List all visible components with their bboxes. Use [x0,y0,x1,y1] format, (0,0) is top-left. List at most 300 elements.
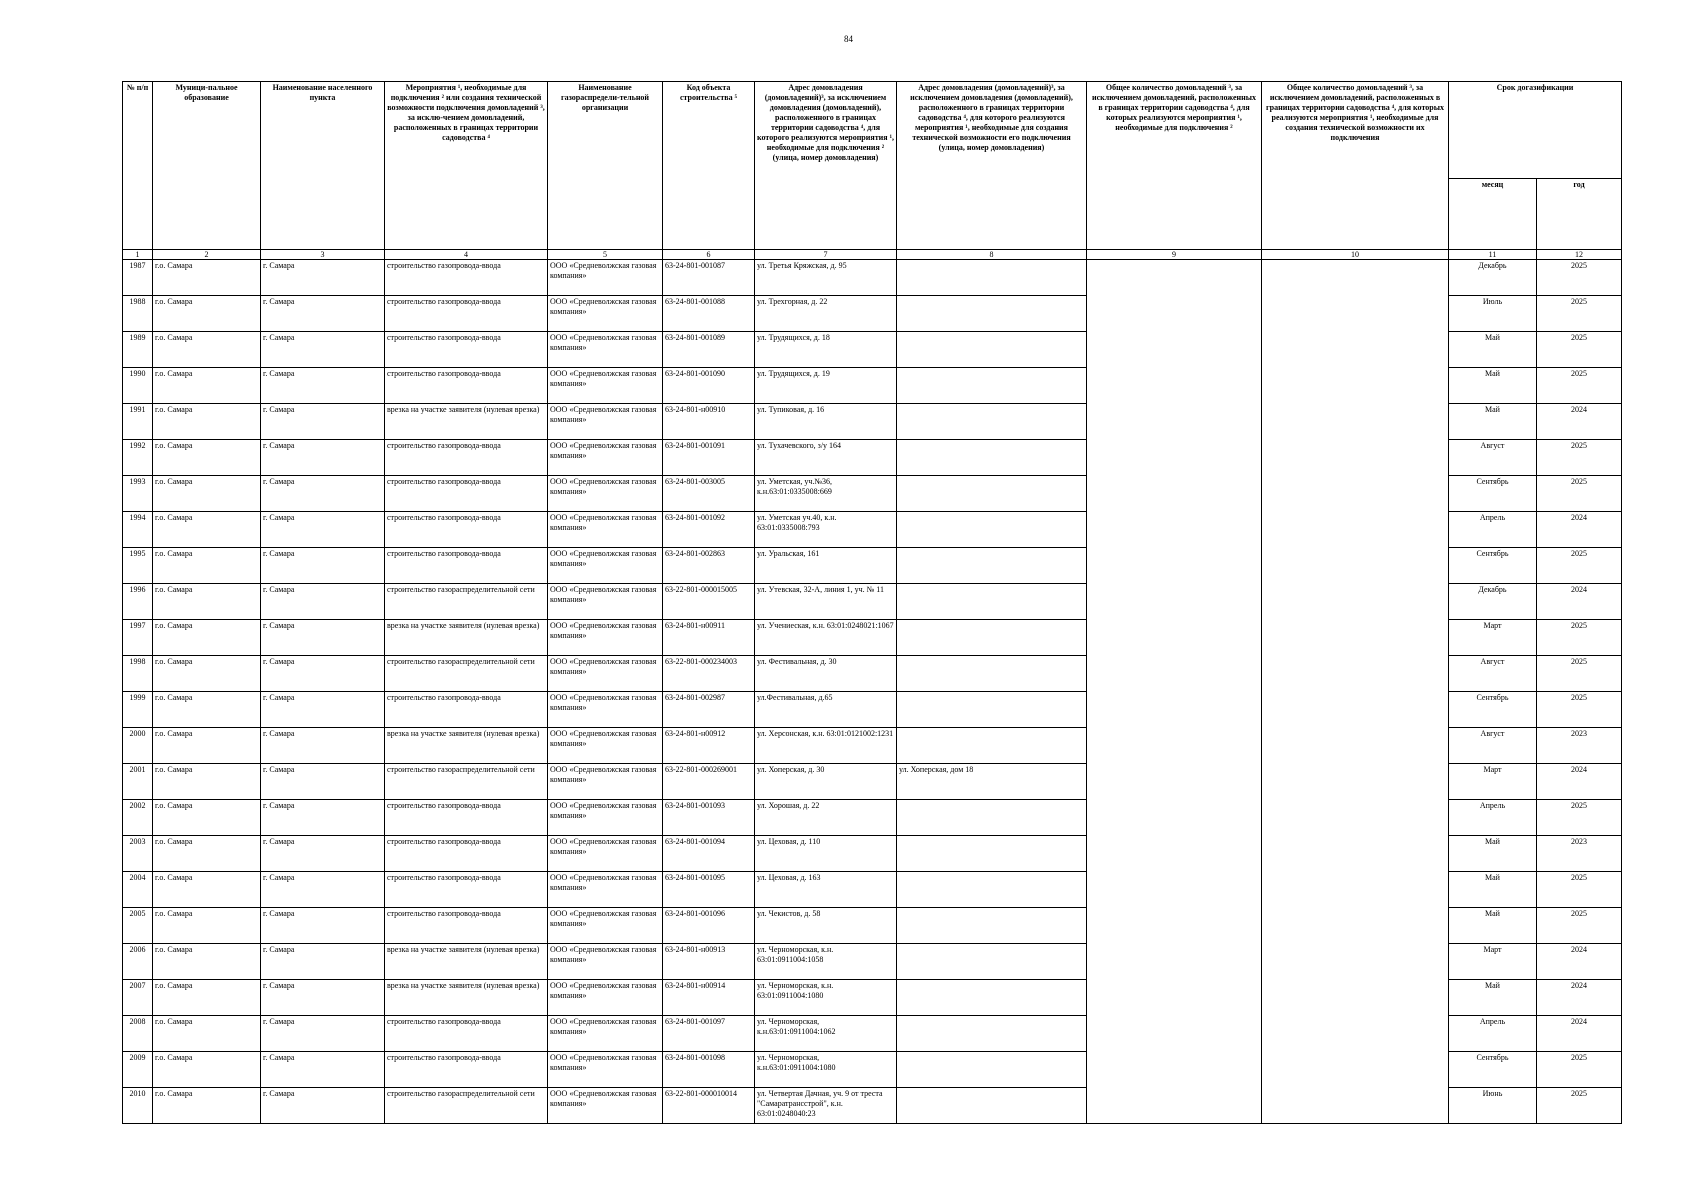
locality-cell: г. Самара [261,872,385,908]
address-cell: ул. Тухачевского, з/у 164 [755,440,897,476]
count-capability-cell [1262,548,1449,584]
organization-cell: ООО «Средневолжская газовая компания» [548,368,663,404]
header-count-capability: Общее количество домовладений ³, за исключением домовладений, расположенных в границах территории садоводства ⁴, для которых реализуются мероприятия ¹, необходимые для создания технической возможности их подключения [1262,82,1449,250]
year-cell: 2025 [1537,476,1622,512]
organization-cell: ООО «Средневолжская газовая компания» [548,692,663,728]
table-row [123,728,1622,764]
organization-cell: ООО «Средневолжская газовая компания» [548,980,663,1016]
row-number: 2003 [123,836,153,872]
column-number: 4 [385,250,548,260]
column-number: 6 [663,250,755,260]
address-capability-cell [897,944,1087,980]
month-cell: Май [1449,872,1537,908]
row-number: 1995 [123,548,153,584]
activity-cell: врезка на участке заявителя (нулевая врезка) [385,404,548,440]
object-code-cell: 63-24-801-003005 [663,476,755,512]
organization-cell: ООО «Средневолжская газовая компания» [548,764,663,800]
locality-cell: г. Самара [261,1016,385,1052]
year-cell: 2024 [1537,1016,1622,1052]
column-number: 1 [123,250,153,260]
locality-cell: г. Самара [261,548,385,584]
header-year: год [1537,179,1622,250]
month-cell: Июль [1449,296,1537,332]
address-capability-cell [897,1016,1087,1052]
activity-cell: строительство газопровода-ввода [385,476,548,512]
count-capability-cell [1262,1016,1449,1052]
municipality-cell: г.о. Самара [153,728,261,764]
column-number: 5 [548,250,663,260]
locality-cell: г. Самара [261,692,385,728]
row-number: 1996 [123,584,153,620]
year-cell: 2025 [1537,1088,1622,1124]
count-connection-cell [1087,404,1262,440]
table-row [123,332,1622,368]
count-capability-cell [1262,908,1449,944]
count-capability-cell [1262,1052,1449,1088]
activity-cell: строительство газопровода-ввода [385,836,548,872]
address-cell: ул. Уметская уч.40, к.н. 63:01:0335008:793 [755,512,897,548]
activity-cell: строительство газопровода-ввода [385,512,548,548]
organization-cell: ООО «Средневолжская газовая компания» [548,548,663,584]
organization-cell: ООО «Средневолжская газовая компания» [548,512,663,548]
row-number: 2006 [123,944,153,980]
address-capability-cell [897,800,1087,836]
count-connection-cell [1087,260,1262,296]
column-number: 10 [1262,250,1449,260]
object-code-cell: 63-24-801-001096 [663,908,755,944]
count-connection-cell [1087,692,1262,728]
year-cell: 2024 [1537,512,1622,548]
address-capability-cell [897,404,1087,440]
address-capability-cell [897,872,1087,908]
municipality-cell: г.о. Самара [153,512,261,548]
municipality-cell: г.о. Самара [153,764,261,800]
activity-cell: строительство газопровода-ввода [385,872,548,908]
header-term: Срок догазификации [1449,82,1622,179]
month-cell: Март [1449,764,1537,800]
activity-cell: врезка на участке заявителя (нулевая врезка) [385,980,548,1016]
header-object-code: Код объекта строительства ⁵ [663,82,755,250]
column-number: 12 [1537,250,1622,260]
row-number: 1989 [123,332,153,368]
column-number: 3 [261,250,385,260]
count-connection-cell [1087,476,1262,512]
activity-cell: врезка на участке заявителя (нулевая врезка) [385,944,548,980]
address-cell: ул. Трудящихся, д. 19 [755,368,897,404]
address-cell: ул. Хорошая, д. 22 [755,800,897,836]
table-row [123,368,1622,404]
municipality-cell: г.о. Самара [153,908,261,944]
year-cell: 2025 [1537,260,1622,296]
month-cell: Август [1449,656,1537,692]
table-row [123,980,1622,1016]
year-cell: 2025 [1537,368,1622,404]
count-capability-cell [1262,656,1449,692]
object-code-cell: 63-24-801-001091 [663,440,755,476]
count-capability-cell [1262,764,1449,800]
count-capability-cell [1262,512,1449,548]
address-capability-cell [897,908,1087,944]
organization-cell: ООО «Средневолжская газовая компания» [548,908,663,944]
table-row [123,1052,1622,1088]
locality-cell: г. Самара [261,512,385,548]
activity-cell: строительство газопровода-ввода [385,1052,548,1088]
object-code-cell: 63-24-801-001087 [663,260,755,296]
address-cell: ул. Чекистов, д. 58 [755,908,897,944]
table-row [123,296,1622,332]
locality-cell: г. Самара [261,332,385,368]
organization-cell: ООО «Средневолжская газовая компания» [548,404,663,440]
address-capability-cell [897,332,1087,368]
month-cell: Декабрь [1449,584,1537,620]
year-cell: 2025 [1537,800,1622,836]
address-cell: ул. Цеховая, д. 163 [755,872,897,908]
month-cell: Март [1449,944,1537,980]
object-code-cell: 63-22-801-000234003 [663,656,755,692]
row-number: 2007 [123,980,153,1016]
year-cell: 2025 [1537,440,1622,476]
address-cell: ул. Утевская, 32-А, линия 1, уч. № 11 [755,584,897,620]
address-cell: ул. Четвертая Дачная, уч. 9 от треста "Самаратрансстрой", к.н. 63:01:0248040:23 [755,1088,897,1124]
column-number: 2 [153,250,261,260]
object-code-cell: 63-24-801-н00911 [663,620,755,656]
count-connection-cell [1087,800,1262,836]
column-number: 9 [1087,250,1262,260]
count-connection-cell [1087,764,1262,800]
gasification-table [122,81,1622,1124]
address-capability-cell [897,260,1087,296]
column-number: 8 [897,250,1087,260]
locality-cell: г. Самара [261,584,385,620]
address-cell: ул. Черноморская, к.н.63:01:0911004:1062 [755,1016,897,1052]
municipality-cell: г.о. Самара [153,656,261,692]
object-code-cell: 63-24-801-001093 [663,800,755,836]
table-row [123,584,1622,620]
object-code-cell: 63-24-801-001095 [663,872,755,908]
address-cell: ул. Тупиковая, д. 16 [755,404,897,440]
year-cell: 2025 [1537,332,1622,368]
municipality-cell: г.о. Самара [153,440,261,476]
table-row [123,836,1622,872]
year-cell: 2024 [1537,980,1622,1016]
locality-cell: г. Самара [261,296,385,332]
count-capability-cell [1262,440,1449,476]
organization-cell: ООО «Средневолжская газовая компания» [548,872,663,908]
address-cell: ул. Уметская, уч.№36, к.н.63:01:0335008:669 [755,476,897,512]
count-capability-cell [1262,728,1449,764]
table-row [123,872,1622,908]
organization-cell: ООО «Средневолжская газовая компания» [548,944,663,980]
month-cell: Сентябрь [1449,548,1537,584]
organization-cell: ООО «Средневолжская газовая компания» [548,836,663,872]
activity-cell: строительство газопровода-ввода [385,440,548,476]
municipality-cell: г.о. Самара [153,404,261,440]
municipality-cell: г.о. Самара [153,1088,261,1124]
row-number: 2000 [123,728,153,764]
activity-cell: строительство газораспределительной сети [385,656,548,692]
locality-cell: г. Самара [261,656,385,692]
count-connection-cell [1087,1052,1262,1088]
year-cell: 2023 [1537,836,1622,872]
activity-cell: строительство газопровода-ввода [385,548,548,584]
count-connection-cell [1087,296,1262,332]
year-cell: 2025 [1537,296,1622,332]
object-code-cell: 63-24-801-001092 [663,512,755,548]
count-capability-cell [1262,368,1449,404]
table-row [123,908,1622,944]
count-connection-cell [1087,872,1262,908]
column-number: 7 [755,250,897,260]
address-cell: ул. Фестивальная, д. 30 [755,656,897,692]
year-cell: 2024 [1537,404,1622,440]
month-cell: Апрель [1449,512,1537,548]
month-cell: Сентябрь [1449,692,1537,728]
object-code-cell: 63-24-801-002863 [663,548,755,584]
header-month: месяц [1449,179,1537,250]
table-row [123,512,1622,548]
year-cell: 2024 [1537,944,1622,980]
header-organization: Наименование газораспредели-тельной организации [548,82,663,250]
table-body [123,260,1622,1124]
month-cell: Сентябрь [1449,476,1537,512]
table-row [123,440,1622,476]
row-number: 1991 [123,404,153,440]
table-row [123,260,1622,296]
month-cell: Май [1449,332,1537,368]
address-cell: ул. Трудящихся, д. 18 [755,332,897,368]
row-number: 2004 [123,872,153,908]
municipality-cell: г.о. Самара [153,872,261,908]
locality-cell: г. Самара [261,908,385,944]
municipality-cell: г.о. Самара [153,368,261,404]
month-cell: Декабрь [1449,260,1537,296]
locality-cell: г. Самара [261,1052,385,1088]
month-cell: Май [1449,404,1537,440]
table-row [123,764,1622,800]
address-cell: ул. Третья Кряжская, д. 95 [755,260,897,296]
address-cell: ул. Херсонская, к.н. 63:01:0121002:1231 [755,728,897,764]
row-number: 1992 [123,440,153,476]
count-capability-cell [1262,980,1449,1016]
municipality-cell: г.о. Самара [153,260,261,296]
count-connection-cell [1087,548,1262,584]
municipality-cell: г.о. Самара [153,332,261,368]
object-code-cell: 63-24-801-н00912 [663,728,755,764]
locality-cell: г. Самара [261,728,385,764]
row-number: 1999 [123,692,153,728]
locality-cell: г. Самара [261,836,385,872]
activity-cell: врезка на участке заявителя (нулевая врезка) [385,620,548,656]
activity-cell: строительство газопровода-ввода [385,1016,548,1052]
year-cell: 2025 [1537,656,1622,692]
activity-cell: врезка на участке заявителя (нулевая врезка) [385,728,548,764]
header-count-connection: Общее количество домовладений ³, за исключением домовладений, расположенных в границах территории садоводства ⁴, для которых реализуются мероприятия ¹, необходимые для подключения ² [1087,82,1262,250]
count-capability-cell [1262,404,1449,440]
organization-cell: ООО «Средневолжская газовая компания» [548,1016,663,1052]
month-cell: Сентябрь [1449,1052,1537,1088]
column-number-row [123,250,1622,260]
year-cell: 2024 [1537,584,1622,620]
object-code-cell: 63-24-801-002987 [663,692,755,728]
count-capability-cell [1262,692,1449,728]
object-code-cell: 63-24-801-н00910 [663,404,755,440]
month-cell: Март [1449,620,1537,656]
address-capability-cell [897,296,1087,332]
municipality-cell: г.о. Самара [153,980,261,1016]
year-cell: 2025 [1537,1052,1622,1088]
locality-cell: г. Самара [261,944,385,980]
object-code-cell: 63-22-801-000269001 [663,764,755,800]
locality-cell: г. Самара [261,476,385,512]
table-row [123,944,1622,980]
row-number: 1994 [123,512,153,548]
column-number: 11 [1449,250,1537,260]
address-capability-cell [897,476,1087,512]
address-cell: ул. Черноморская, к.н.63:01:0911004:1080 [755,1052,897,1088]
address-capability-cell [897,692,1087,728]
table-row [123,620,1622,656]
object-code-cell: 63-22-801-000015005 [663,584,755,620]
count-connection-cell [1087,980,1262,1016]
count-capability-cell [1262,836,1449,872]
address-cell: ул. Черноморская, к.н. 63:01:0911004:1080 [755,980,897,1016]
count-connection-cell [1087,332,1262,368]
address-capability-cell [897,836,1087,872]
month-cell: Май [1449,368,1537,404]
organization-cell: ООО «Средневолжская газовая компания» [548,656,663,692]
table-row [123,656,1622,692]
organization-cell: ООО «Средневолжская газовая компания» [548,728,663,764]
count-capability-cell [1262,476,1449,512]
municipality-cell: г.о. Самара [153,692,261,728]
organization-cell: ООО «Средневолжская газовая компания» [548,1088,663,1124]
locality-cell: г. Самара [261,1088,385,1124]
count-connection-cell [1087,512,1262,548]
municipality-cell: г.о. Самара [153,1016,261,1052]
object-code-cell: 63-24-801-001094 [663,836,755,872]
object-code-cell: 63-22-801-000010014 [663,1088,755,1124]
activity-cell: строительство газопровода-ввода [385,260,548,296]
table-row [123,1088,1622,1124]
header-address-connection: Адрес домовладения (домовладений)³, за исключением домовладения (домовладений), расположенного в границах территории садоводства ⁴, для которого реализуются мероприятия ¹, необходимые для подключения ² (улица, номер домовладения) [755,82,897,250]
count-connection-cell [1087,1088,1262,1124]
month-cell: Апрель [1449,1016,1537,1052]
month-cell: Май [1449,908,1537,944]
address-capability-cell [897,980,1087,1016]
count-connection-cell [1087,440,1262,476]
year-cell: 2025 [1537,548,1622,584]
activity-cell: строительство газопровода-ввода [385,692,548,728]
row-number: 2010 [123,1088,153,1124]
row-number: 2009 [123,1052,153,1088]
address-capability-cell [897,548,1087,584]
object-code-cell: 63-24-801-001097 [663,1016,755,1052]
object-code-cell: 63-24-801-001089 [663,332,755,368]
address-cell: ул.Фестивальная, д.65 [755,692,897,728]
address-capability-cell [897,584,1087,620]
count-capability-cell [1262,260,1449,296]
header-address-capability: Адрес домовладения (домовладений)³, за исключением домовладения (домовладений), расположенного в границах территории садоводства ⁴, для которого реализуются мероприятия ¹, необходимые для создания технической возможности его подключения (улица, номер домовладения) [897,82,1087,250]
address-cell: ул. Учениеская, к.н. 63:01:0248021:1067 [755,620,897,656]
month-cell: Август [1449,728,1537,764]
activity-cell: строительство газораспределительной сети [385,1088,548,1124]
object-code-cell: 63-24-801-н00914 [663,980,755,1016]
address-capability-cell: ул. Хоперская, дом 18 [897,764,1087,800]
year-cell: 2023 [1537,728,1622,764]
row-number: 1990 [123,368,153,404]
page-number: 84 [844,34,853,44]
municipality-cell: г.о. Самара [153,836,261,872]
header-number: № п/п [123,82,153,250]
count-connection-cell [1087,584,1262,620]
count-capability-cell [1262,584,1449,620]
organization-cell: ООО «Средневолжская газовая компания» [548,296,663,332]
month-cell: Май [1449,836,1537,872]
row-number: 2001 [123,764,153,800]
row-number: 1997 [123,620,153,656]
activity-cell: строительство газораспределительной сети [385,584,548,620]
table-row [123,476,1622,512]
address-capability-cell [897,368,1087,404]
locality-cell: г. Самара [261,980,385,1016]
year-cell: 2025 [1537,620,1622,656]
address-capability-cell [897,512,1087,548]
month-cell: Июнь [1449,1088,1537,1124]
municipality-cell: г.о. Самара [153,476,261,512]
count-connection-cell [1087,368,1262,404]
municipality-cell: г.о. Самара [153,620,261,656]
address-capability-cell [897,656,1087,692]
locality-cell: г. Самара [261,368,385,404]
locality-cell: г. Самара [261,440,385,476]
address-capability-cell [897,1088,1087,1124]
year-cell: 2025 [1537,692,1622,728]
organization-cell: ООО «Средневолжская газовая компания» [548,800,663,836]
activity-cell: строительство газопровода-ввода [385,800,548,836]
row-number: 1987 [123,260,153,296]
organization-cell: ООО «Средневолжская газовая компания» [548,260,663,296]
object-code-cell: 63-24-801-001090 [663,368,755,404]
address-cell: ул. Хоперская, д. 30 [755,764,897,800]
year-cell: 2024 [1537,764,1622,800]
table-row [123,404,1622,440]
locality-cell: г. Самара [261,404,385,440]
object-code-cell: 63-24-801-001098 [663,1052,755,1088]
activity-cell: строительство газопровода-ввода [385,332,548,368]
count-connection-cell [1087,620,1262,656]
activity-cell: строительство газопровода-ввода [385,368,548,404]
municipality-cell: г.о. Самара [153,296,261,332]
table-row [123,548,1622,584]
locality-cell: г. Самара [261,620,385,656]
count-connection-cell [1087,944,1262,980]
count-capability-cell [1262,296,1449,332]
table-row [123,692,1622,728]
municipality-cell: г.о. Самара [153,1052,261,1088]
object-code-cell: 63-24-801-н00913 [663,944,755,980]
locality-cell: г. Самара [261,764,385,800]
organization-cell: ООО «Средневолжская газовая компания» [548,584,663,620]
count-capability-cell [1262,800,1449,836]
locality-cell: г. Самара [261,800,385,836]
count-capability-cell [1262,332,1449,368]
municipality-cell: г.о. Самара [153,800,261,836]
activity-cell: строительство газопровода-ввода [385,296,548,332]
address-cell: ул. Уральская, 161 [755,548,897,584]
organization-cell: ООО «Средневолжская газовая компания» [548,1052,663,1088]
row-number: 2008 [123,1016,153,1052]
count-capability-cell [1262,872,1449,908]
